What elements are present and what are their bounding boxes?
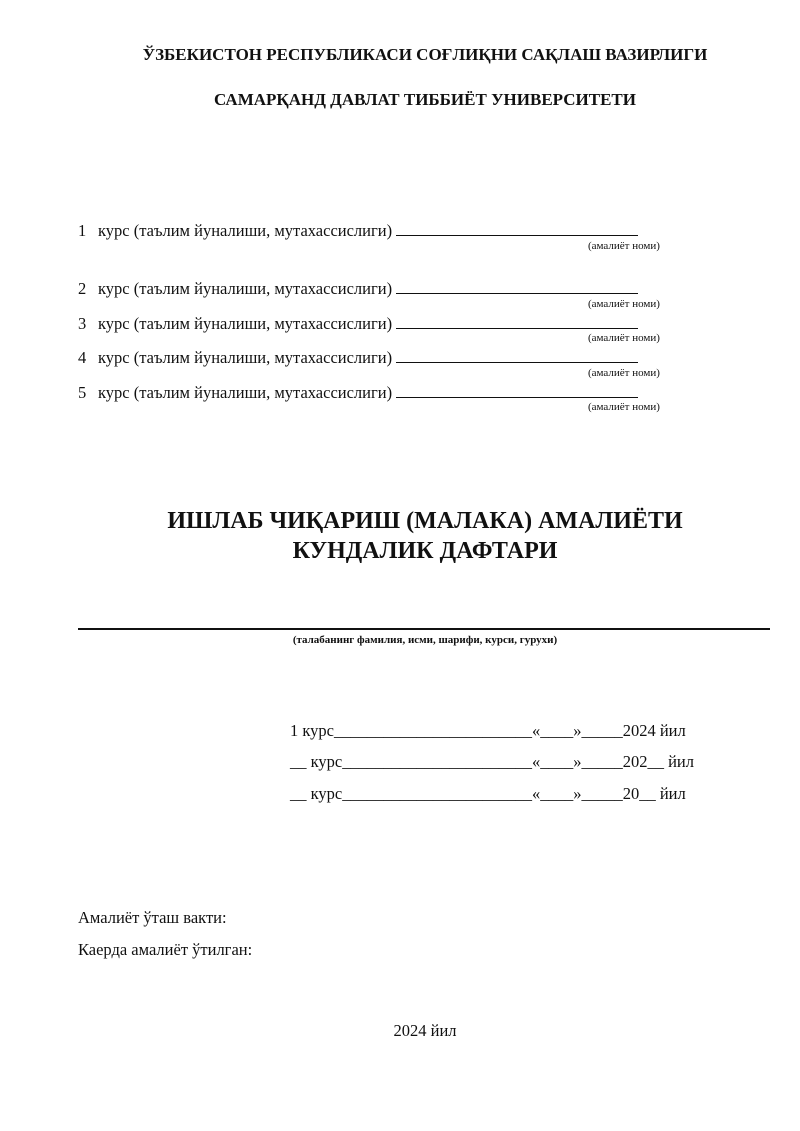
practice-name-note: (амалиёт номи) — [588, 240, 660, 252]
document-year: 2024 йил — [393, 1021, 457, 1040]
practice-name-note: (амалиёт номи) — [588, 332, 660, 344]
course-number: 3 — [78, 314, 87, 333]
course-row-3 — [78, 312, 638, 334]
course-number: 5 — [78, 383, 87, 402]
practice-name-note: (амалиёт номи) — [588, 298, 660, 310]
student-caption: (талабанинг фамилия, исми, шарифи, курси, гурухи) — [292, 634, 558, 646]
course-label: курс (таълим йуналиши, мутахассислиги) — [98, 221, 393, 240]
course-label: курс (таълим йуналиши, мутахассислиги) — [98, 279, 393, 298]
course-row-5 — [78, 381, 638, 403]
course-number: 1 — [78, 221, 87, 240]
document-title-line2: КУНДАЛИК ДАФТАРИ — [292, 538, 558, 564]
course-label: курс (таълим йуналиши, мутахассислиги) — [98, 348, 393, 367]
fill-line[interactable] — [396, 312, 638, 329]
document-title-line1: ИШЛАБ ЧИҚАРИШ (МАЛАКА) АМАЛИЁТИ — [167, 508, 683, 534]
course-row-2 — [78, 277, 638, 299]
course-row-4 — [78, 346, 638, 368]
fill-line[interactable] — [396, 381, 638, 398]
fill-line[interactable] — [396, 346, 638, 363]
fill-line[interactable] — [396, 219, 638, 236]
course-label: курс (таълим йуналиши, мутахассислиги) — [98, 314, 393, 333]
course-year-row: 1 курс________________________«____»_____2024 йил — [290, 721, 686, 740]
ministry-title: ЎЗБЕКИСТОН РЕСПУБЛИКАСИ СОҒЛИҚНИ САҚЛАШ ВАЗИРЛИГИ — [142, 45, 708, 64]
university-title: САМАРҚАНД ДАВЛАТ ТИББИЁТ УНИВЕРСИТЕТИ — [213, 90, 636, 109]
fill-line[interactable] — [396, 277, 638, 294]
course-number: 4 — [78, 348, 87, 367]
course-year-row: __ курс_______________________«____»_____20__ йил — [290, 784, 686, 803]
course-year-row: __ курс_______________________«____»_____202__ йил — [290, 752, 695, 771]
course-row-1 — [78, 219, 638, 241]
course-label: курс (таълим йуналиши, мутахассислиги) — [98, 383, 393, 402]
course-number: 2 — [78, 279, 87, 298]
practice-time-label: Амалиёт ўташ вакти: — [78, 908, 227, 927]
practice-place-label: Каерда амалиёт ўтилган: — [78, 940, 253, 959]
practice-name-note: (амалиёт номи) — [588, 367, 660, 379]
practice-name-note: (амалиёт номи) — [588, 401, 660, 413]
student-name-line[interactable] — [78, 628, 770, 630]
